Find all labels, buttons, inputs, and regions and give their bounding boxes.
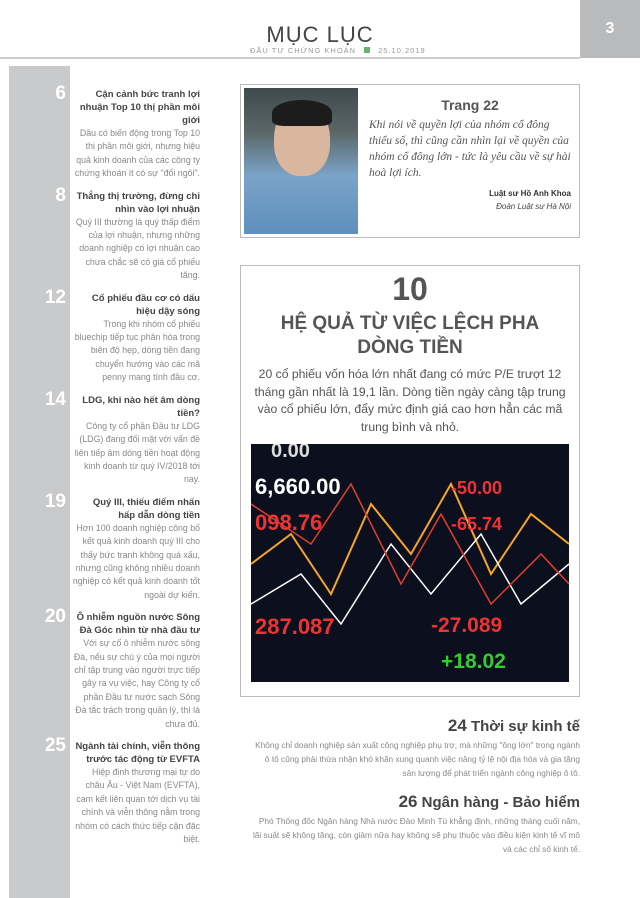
publication-name: ĐẦU TƯ CHỨNG KHOÁN (250, 46, 357, 55)
toc-item[interactable] (0, 184, 200, 283)
quote-content (361, 85, 579, 237)
toc-desc: Hiệp định thương mại tự do châu Âu - Việt Nam (EVFTA), cam kết liên quan tới dịch vụ tài chính và viễn thông nằm trong nhóm có cách thức tiếp cận đặc biệt. (75, 767, 200, 845)
section-page: 24 (447, 716, 467, 735)
separator-square-icon (364, 47, 370, 53)
toc-title: LDG, khi nào hết âm dòng tiền? (82, 394, 200, 419)
feature-page: 10 (392, 271, 428, 307)
feature-lead: 20 cổ phiếu vốn hóa lớn nhất đang có mức P/E trượt 12 tháng gần nhất là 19,1 lần. Dòng tiền ngày càng tập trung vào cổ phiếu lớn, đẩy mức định giá cao hơn hẳn các mã trung bình và nhỏ. (254, 367, 566, 434)
table-of-contents (0, 83, 200, 846)
toc-item[interactable] (0, 388, 200, 487)
section-item[interactable] (250, 716, 580, 780)
toc-item[interactable] (0, 490, 200, 602)
feature-box[interactable] (240, 265, 580, 697)
toc-item[interactable] (0, 286, 200, 385)
toc-desc: Công ty cổ phần Đầu tư LDG (LDG) đang đối mặt với vấn đề liên tiếp âm dòng tiền hoạt động kinh doanh từ quý IV/2018 tới nay. (74, 420, 200, 485)
board-number: 098.76 (255, 510, 323, 535)
page-number: 3 (580, 0, 640, 58)
toc-title: Ngành tài chính, viễn thông trước tác động từ EVFTA (75, 741, 200, 765)
section-desc: Phó Thống đốc Ngân hàng Nhà nước Đào Minh Tú khẳng định, những tháng cuối năm, lãi suất sẽ không tăng, còn giảm nữa hay không sẽ phụ thuộc vào điều kiện kinh tế vĩ mô và các chỉ số kinh tế. (252, 816, 580, 854)
toc-item[interactable] (0, 83, 200, 181)
board-number: 287.087 (255, 614, 335, 639)
section-heading (250, 792, 580, 812)
board-number: -27.089 (431, 614, 503, 637)
quote-page-ref: Trang 22 (441, 97, 499, 113)
toc-page: 20 (44, 606, 66, 628)
feature-headline: HỆ QUẢ TỪ VIỆC LỆCH PHA DÒNG TIỀN (280, 313, 540, 358)
author-photo (244, 88, 358, 234)
toc-desc: Hơn 100 doanh nghiệp công bố kết quả kinh doanh quý III cho thấy bức tranh không quá xấu, nhưng cũng không nhiều doanh nghiệp có kết quả kinh doanh tốt ngoài dự kiến. (72, 522, 200, 600)
toc-title: Thắng thị trường, đừng chỉ nhìn vào lợi nhuận (76, 190, 200, 215)
page-title: MỤC LỤC (266, 22, 374, 47)
board-number: -65.74 (451, 514, 503, 534)
toc-item[interactable] (0, 735, 200, 846)
board-number: +18.02 (441, 650, 506, 673)
toc-page: 25 (44, 735, 66, 756)
toc-page: 14 (44, 388, 66, 410)
issue-date: 25.10.2019 (378, 46, 426, 55)
stock-board-image (251, 444, 569, 682)
toc-title: Quý III, thiếu điểm nhấn hấp dẫn dòng tiền (92, 496, 200, 521)
quote-text: Khi nói về quyền lợi của nhóm cổ đông thiểu số, thì cũng cần nhìn lại về quyền của nhóm cổ đông lớn - tức là yêu cầu về sự hài hoà lợi ích. (369, 119, 571, 179)
publication-line (250, 46, 426, 55)
toc-page: 12 (44, 286, 66, 308)
toc-desc: Quý III thường là quý thấp điểm của lợi nhuận, nhưng những doanh nghiệp có lợi nhuận cao chưa chắc sẽ có giá cổ phiếu tăng. (75, 216, 200, 281)
section-item[interactable] (250, 792, 580, 856)
toc-item[interactable] (0, 606, 200, 731)
section-heading (250, 716, 580, 736)
toc-page: 6 (55, 83, 66, 104)
section-page: 26 (398, 792, 418, 811)
toc-desc: Trong khi nhóm cổ phiếu bluechip tiếp tục phân hóa trong biên độ hẹp, dòng tiền đang chuyển hướng vào các mã penny mang tính đầu cơ. (74, 318, 200, 383)
quote-author: Luật sư Hồ Anh Khoa (489, 189, 571, 198)
toc-title: Ô nhiễm nguồn nước Sông Đà Góc nhìn từ nhà đầu tư (76, 612, 200, 637)
section-title: Ngân hàng - Bảo hiểm (421, 794, 580, 811)
toc-title: Cổ phiếu đầu cơ có dấu hiệu dậy sóng (91, 292, 200, 317)
quote-organization: Đoàn Luật sư Hà Nội (496, 202, 571, 211)
section-list (250, 716, 580, 856)
toc-title: Cận cảnh bức tranh lợi nhuận Top 10 thị phần môi giới (79, 89, 200, 126)
section-desc: Không chỉ doanh nghiệp sản xuất công nghiệp phụ trợ, mà những "ông lớn" trong ngành ô tô cũng phải thừa nhận khó khăn xung quanh việc nâng tỷ lệ nội địa hóa và gia tăng sản lượng để phát triển ngành công nghiệp ô tô. (255, 740, 580, 778)
toc-desc: Với sự cố ô nhiễm nước sông Đà, nếu sự chú ý của mọi người chỉ tập trung vào người trực tiếp gây ra vụ việc, hay Công ty cổ phần Đầu tư nước sạch Sông Đà tắc trách trong quản lý, thì là chưa đủ. (73, 638, 200, 729)
header-divider (0, 57, 580, 59)
section-title: Thời sự kinh tế (470, 718, 580, 735)
toc-page: 19 (44, 490, 66, 512)
board-number: 6,660.00 (255, 474, 341, 499)
toc-desc: Dầu có biến động trong Top 10 thị phần môi giới, nhưng hiệu quả kinh doanh của các công ty chứng khoán ít có sự "đổi ngôi". (74, 128, 200, 179)
board-number: 0.00 (271, 444, 310, 462)
toc-page: 8 (55, 184, 66, 206)
board-number: -50.00 (451, 478, 503, 498)
quote-box (240, 84, 580, 238)
